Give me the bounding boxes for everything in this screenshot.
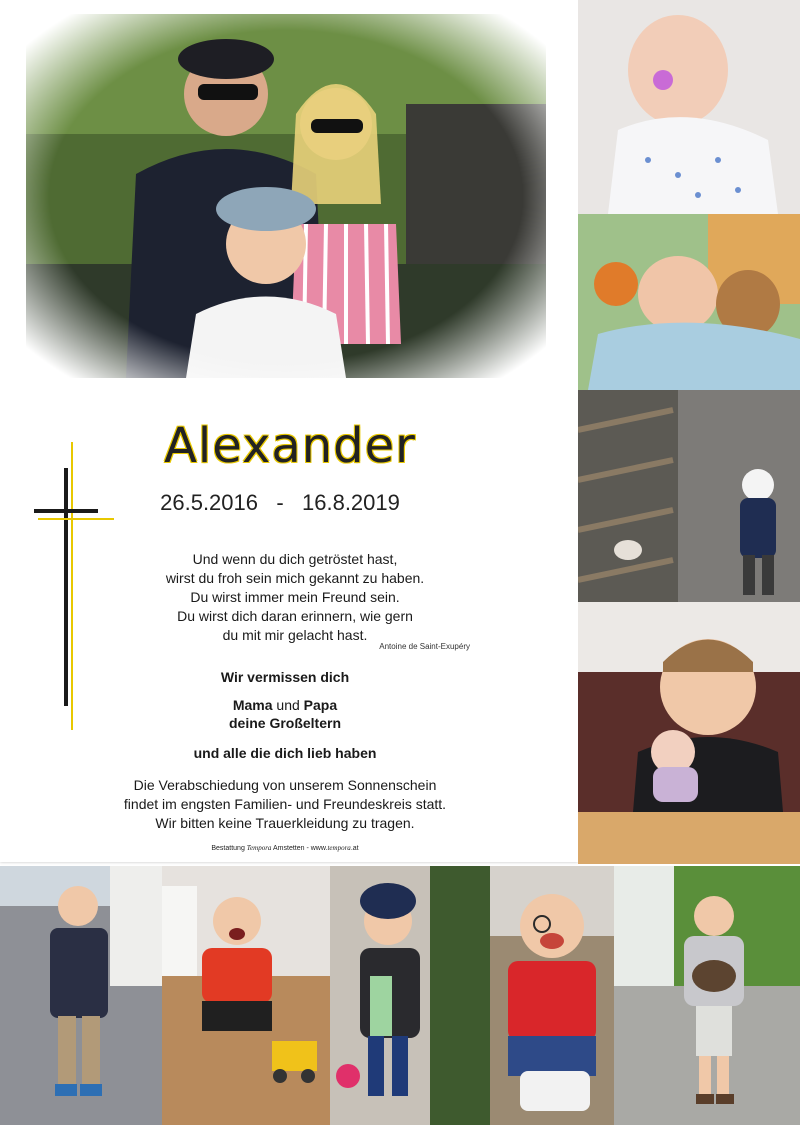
footer-brand: Tempora bbox=[246, 844, 272, 852]
poem-author: Antoine de Saint-Exupéry bbox=[379, 642, 470, 651]
papa-label: Papa bbox=[303, 697, 338, 713]
toddler-in-blazer-photo bbox=[0, 866, 162, 1125]
poem-line: Du wirst immer mein Freund sein. bbox=[190, 589, 400, 605]
poem-line: Und wenn du dich getröstet hast, bbox=[192, 551, 398, 567]
toddler-with-doll-photo bbox=[578, 602, 800, 864]
life-dates: 26.5.2016 - 16.8.2019 bbox=[160, 490, 400, 515]
missing-you-text: Wir vermissen dich bbox=[220, 669, 350, 685]
parents-line bbox=[100, 697, 470, 713]
toddler-face-paint-photo bbox=[490, 866, 614, 1125]
funeral-home-footer bbox=[150, 844, 420, 852]
poem-line: Du wirst dich daran erinnern, wie gern bbox=[177, 608, 413, 624]
footer-url-brand: tempora bbox=[327, 844, 351, 852]
footer-middle: Amstetten - www. bbox=[273, 845, 328, 852]
poem-line: wirst du froh sein mich gekannt zu haben. bbox=[165, 570, 425, 586]
farewell-line: Die Verabschiedung von unserem Sonnenschein bbox=[133, 777, 437, 793]
mama-label: Mama bbox=[232, 697, 273, 713]
footer-suffix: .at bbox=[350, 845, 359, 852]
toddler-with-hedgehog-toy-photo bbox=[614, 866, 800, 1125]
poem bbox=[130, 550, 460, 645]
poem-line: du mit mir gelacht hast. bbox=[222, 627, 368, 643]
deceased-name: Alexander bbox=[164, 418, 416, 474]
grandparents-line: deine Großeltern bbox=[228, 715, 342, 731]
toddler-with-beanie-photo bbox=[330, 866, 490, 1125]
baby-with-teddy-photo bbox=[578, 214, 800, 390]
and-label: und bbox=[276, 697, 300, 713]
baby-photo-smiling bbox=[578, 0, 800, 214]
toddler-with-toy-truck-photo bbox=[162, 866, 330, 1125]
all-who-love-line: und alle die dich lieb haben bbox=[193, 745, 377, 761]
toddler-with-goats-photo bbox=[578, 390, 800, 602]
farewell-line: findet im engsten Familien- und Freundeskreis statt. bbox=[123, 796, 447, 812]
farewell-notice bbox=[100, 776, 470, 833]
family-photo bbox=[26, 14, 546, 378]
farewell-line: Wir bitten keine Trauerkleidung zu tragen. bbox=[155, 815, 415, 831]
footer-prefix: Bestattung bbox=[211, 845, 245, 852]
